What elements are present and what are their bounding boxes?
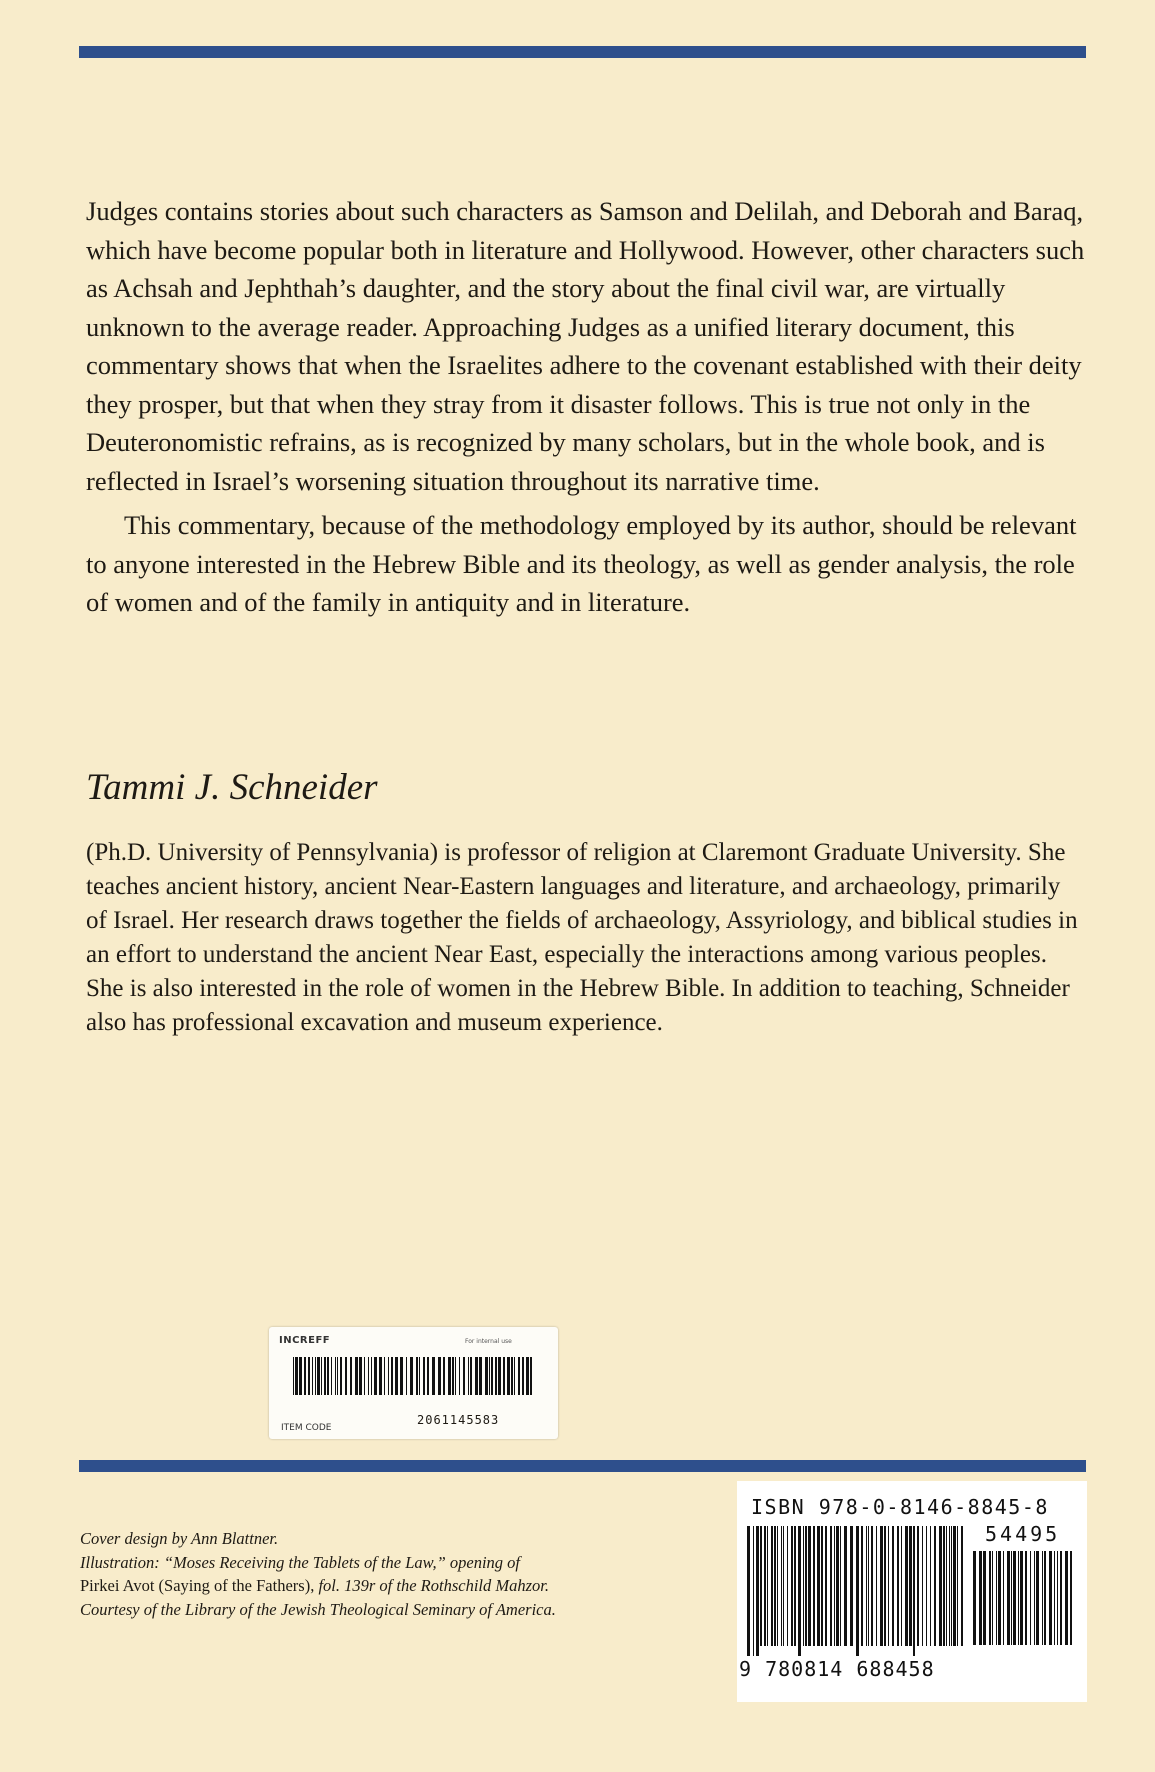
ean-barcode-icon — [747, 1526, 963, 1656]
blurb-paragraph-1: Judges contains stories about such characters as Samson and Delilah, and Deborah and Baraq, which have become popular both in literature and Hollywood. However, other characters such as Achsah and Jephthah’s daughter, and the story about the final civil war, are virtually unknown to the average reader. Approaching Judges as a unified literary document, this commentary shows that when the Israelites adhere to the covenant established with their deity they prosper, but that when they stray from it disaster follows. This is true not only in the Deuteronomistic refrains, as is recognized by many scholars, but in the whole book, and is reflected in Israel’s worsening situation throughout its narrative time. — [86, 196, 1085, 496]
sticker-note: For internal use — [465, 1338, 512, 1345]
sticker-label: ITEM CODE — [281, 1423, 332, 1433]
isbn-barcode-box — [737, 1481, 1087, 1702]
credits-illustration-title: Illustration: “Moses Receiving the Tablets of the Law,” opening of — [80, 1552, 520, 1572]
item-code-sticker — [269, 1327, 558, 1439]
sticker-barcode-icon — [293, 1357, 533, 1405]
credits-illustration-work: Pirkei Avot (Saying of the Fathers), — [80, 1576, 319, 1595]
cover-credits — [80, 1527, 560, 1621]
blurb-paragraph-2: This commentary, because of the methodology employed by its author, should be relevant to anyone interested in the Hebrew Bible and its theology, as well as gender analysis, the role of women and of the family in antiquity and in literature. — [86, 510, 1077, 617]
author-bio: (Ph.D. University of Pennsylvania) is professor of religion at Claremont Graduate University. She teaches ancient history, ancient Near-Eastern languages and literature, and archaeology, primarily of Israel. Her research draws together the fields of archaeology, Assyriology, and biblical studies in an effort to understand the ancient Near East, especially the interactions among various peoples. She is also interested in the role of women in the Hebrew Bible. In addition to teaching, Schneider also has professional excavation and museum experience. — [86, 839, 1078, 1036]
ean-digits: 9 780814 688458 — [739, 1657, 935, 1681]
credits-illustration-source: fol. 139r of the Rothschild Mahzor. Courtesy of the Library of the Jewish Theological Seminary of America. — [80, 1576, 556, 1619]
sticker-brand: INCREFF — [279, 1335, 331, 1346]
bottom-blue-rule — [79, 1460, 1086, 1472]
price-code: 54495 — [985, 1522, 1061, 1546]
cover-blurb — [86, 192, 1086, 622]
sticker-item-code: 2061145583 — [417, 1413, 500, 1427]
credits-cover-design: Cover design by Ann Blattner. — [80, 1529, 279, 1548]
price-addon-barcode-icon — [973, 1551, 1073, 1655]
top-blue-rule — [79, 46, 1086, 58]
author-name: Tammi J. Schneider — [86, 767, 378, 808]
isbn-text: ISBN 978-0-8146-8845-8 — [751, 1495, 1049, 1519]
